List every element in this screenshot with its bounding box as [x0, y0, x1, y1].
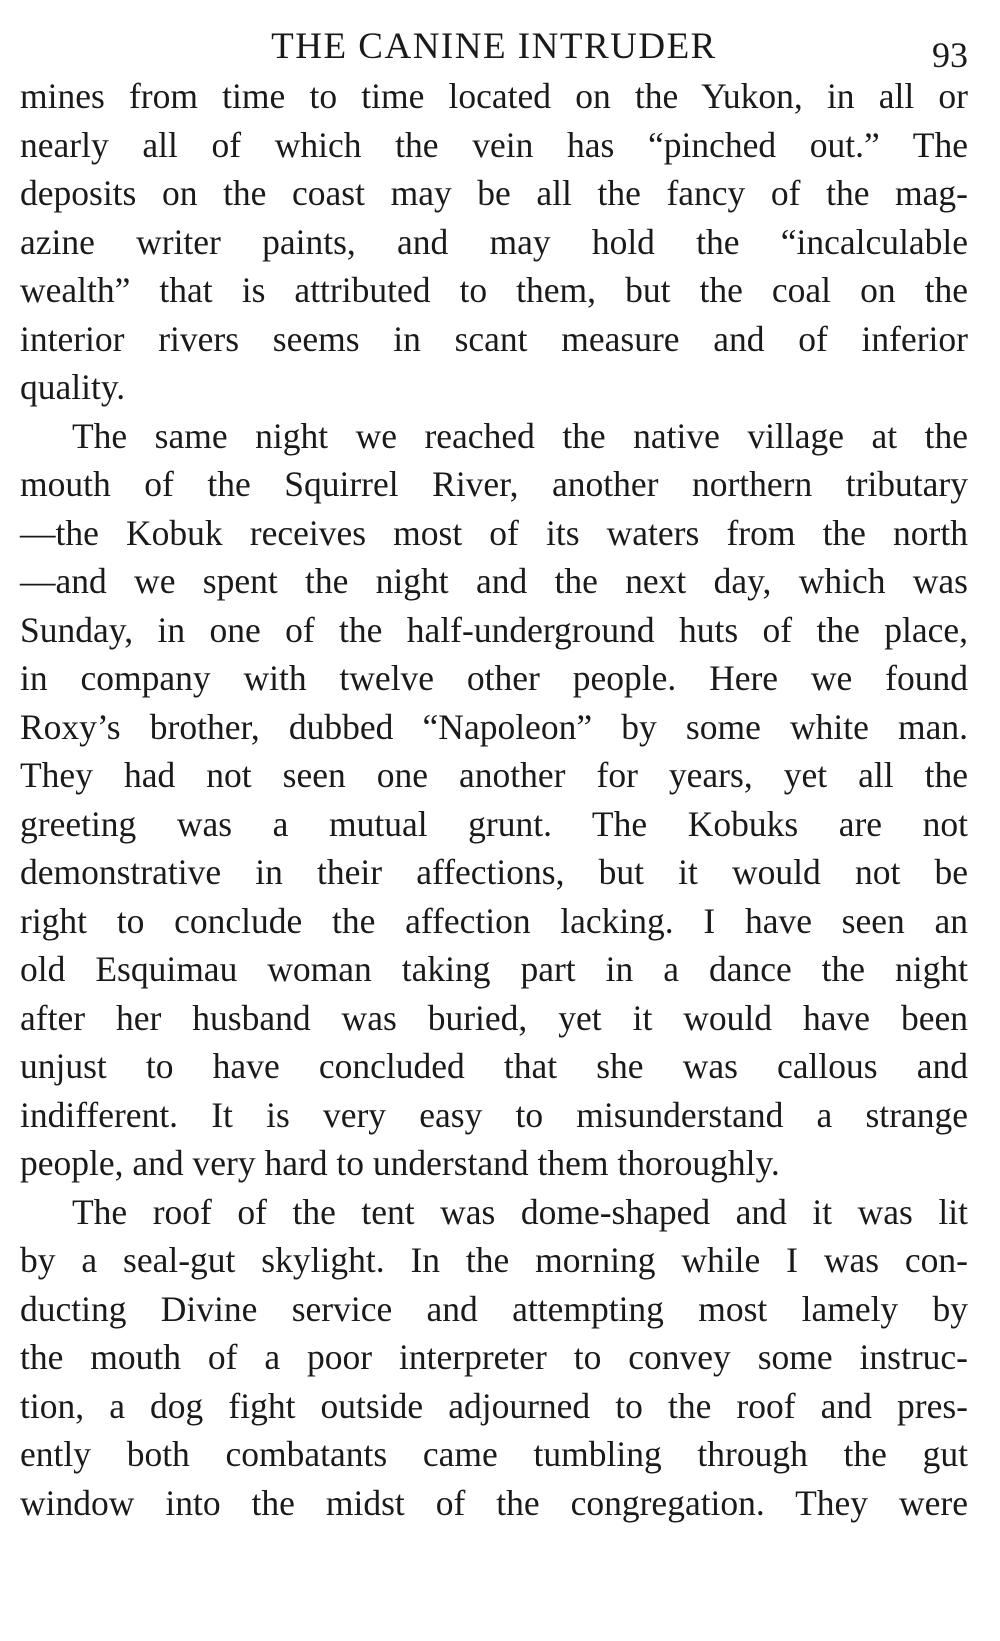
text-line: people, and very hard to understand them thoroughly.: [20, 1143, 780, 1183]
text-line: indifferent. It is very easy to misunderstand a strange: [20, 1094, 968, 1135]
paragraph: [20, 1188, 968, 1528]
text-line: unjust to have concluded that she was callous and: [20, 1046, 968, 1086]
text-line: mines from time to time located on the Yukon, in all or: [20, 76, 968, 116]
paragraph: [20, 72, 968, 412]
text-line: —the Kobuk receives most of its waters from the north: [20, 512, 968, 553]
text-line: wealth” that is attributed to them, but the coal on the: [20, 270, 968, 310]
text-line: right to conclude the affection lacking. I have seen an: [20, 900, 968, 941]
text-line: The roof of the tent was dome-shaped and it was lit: [72, 1191, 968, 1232]
text-line: Roxy’s brother, dubbed “Napoleon” by some white man.: [20, 706, 968, 747]
text-line: ducting Divine service and attempting most lamely by: [20, 1288, 968, 1329]
text-line: ently both combatants came tumbling through the gut: [20, 1434, 968, 1474]
text-line: deposits on the coast may be all the fancy of the mag-: [20, 173, 968, 213]
text-line: The same night we reached the native village at the: [72, 415, 968, 456]
text-line: after her husband was buried, yet it would have been: [20, 997, 968, 1038]
chapter-title: THE CANINE INTRUDER: [271, 26, 717, 67]
text-line: Sunday, in one of the half-underground huts of the place,: [20, 609, 968, 650]
text-line: interior rivers seems in scant measure and of inferior: [20, 318, 968, 359]
body-text: [20, 72, 968, 1527]
text-line: in company with twelve other people. Here we found: [20, 658, 968, 698]
text-line: They had not seen one another for years, yet all the: [20, 755, 968, 795]
text-line: the mouth of a poor interpreter to convey some instruc-: [20, 1337, 968, 1377]
text-line: azine writer paints, and may hold the “incalculable: [20, 221, 968, 262]
text-line: mouth of the Squirrel River, another northern tributary: [20, 464, 968, 504]
text-line: old Esquimau woman taking part in a dance the night: [20, 949, 968, 989]
text-line: quality.: [20, 367, 126, 407]
text-line: tion, a dog fight outside adjourned to the roof and pres-: [20, 1385, 968, 1426]
text-line: nearly all of which the vein has “pinched out.” The: [20, 124, 968, 165]
text-line: greeting was a mutual grunt. The Kobuks are not: [20, 803, 968, 844]
book-page: [20, 22, 968, 1622]
text-line: window into the midst of the congregation. They were: [20, 1482, 968, 1523]
text-line: demonstrative in their affections, but it would not be: [20, 852, 968, 892]
page-number: 93: [932, 35, 968, 75]
running-head: [20, 22, 968, 75]
paragraph: [20, 412, 968, 1188]
text-line: —and we spent the night and the next day, which was: [20, 561, 968, 601]
text-line: by a seal-gut skylight. In the morning while I was con-: [20, 1240, 968, 1280]
